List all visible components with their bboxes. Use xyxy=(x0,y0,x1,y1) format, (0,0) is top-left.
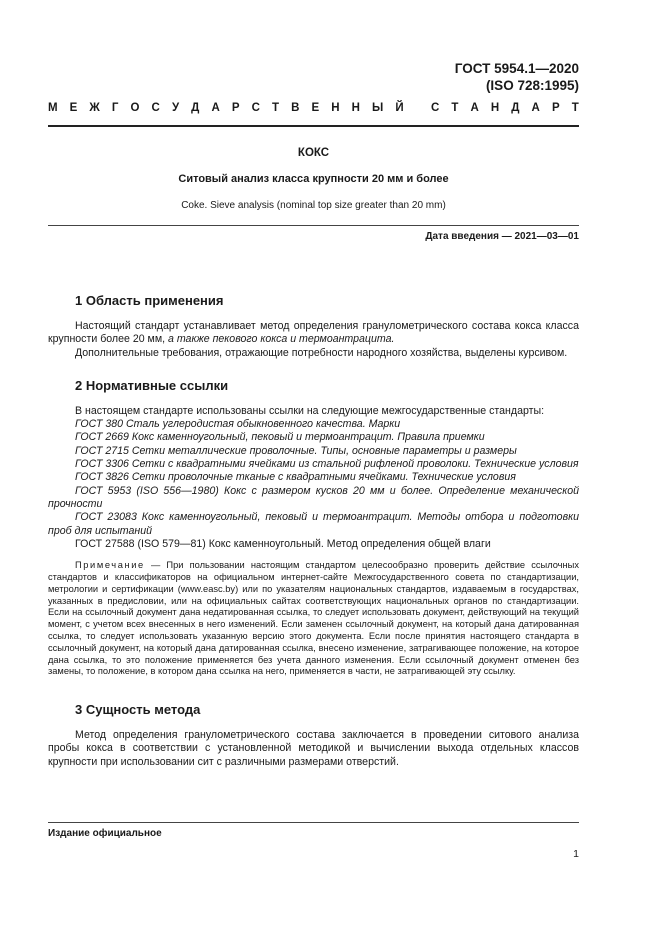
reference-item: ГОСТ 5953 (ISO 556—1980) Кокс с размером кусков 20 мм и более. Определение механической прочности xyxy=(48,484,579,510)
interstate-letter: А xyxy=(531,102,540,114)
reference-item: ГОСТ 3826 Сетки проволочные тканые с квадратными ячейками. Технические условия xyxy=(75,471,516,484)
interstate-letter: Н xyxy=(331,102,340,114)
section-method-essence xyxy=(48,702,579,769)
interstate-letter: М xyxy=(48,102,58,114)
interstate-letter: Р xyxy=(231,102,240,114)
interstate-letter xyxy=(416,102,419,114)
interstate-letter: С xyxy=(251,102,260,114)
document-subtitle: Ситовый анализ класса крупности 20 мм и более xyxy=(178,173,449,185)
document-body xyxy=(48,293,579,769)
interstate-letter: А xyxy=(470,102,479,114)
reference-item: ГОСТ 380 Сталь углеродистая обыкновенного качества. Марки xyxy=(75,418,401,431)
paragraph-italic-text: а также пекового кокса и термоантрацита. xyxy=(168,333,395,346)
interstate-letter: Е xyxy=(311,102,320,114)
gost-code-block xyxy=(455,60,579,94)
reference-item: ГОСТ 3306 Сетки с квадратными ячейками из стальной рифленой проволоки. Технические условия xyxy=(75,458,579,471)
paragraph: В настоящем стандарте использованы ссылки на следующие межгосударственные стандарты: xyxy=(75,404,545,417)
paragraph xyxy=(48,320,579,347)
footer-divider xyxy=(48,822,579,823)
paragraph: Дополнительные требования, отражающие потребности народного хозяйства, выделены курсивом. xyxy=(75,346,568,359)
interstate-letter: С xyxy=(151,102,160,114)
interstate-letter: Й xyxy=(395,102,404,114)
note-text: — При пользовании настоящим стандартом целесообразно проверить действие ссылочных стандартов и классификаторов на официальном интернет-сайте Межгосударственного совета по стандартизации, метрологии и сертификации (www.easc.by) или по указателям национальных стандартов, издаваемым в государствах, указанных в предисловии, или на официальных сайтах соответствующих национальных органов по стандартизации. Если на ссылочный документ дана недатированная ссылка, то следует использовать документ, действующий на текущий момент, с учетом всех внесенных в него изменений. Если заменен ссылочный документ, на который дана датированная ссылка, то следует использовать указанную версию этого документа. Если после принятия настоящего стандарта в ссылочный документ, на который дана датированная ссылка, внесено изменение, затрагивающее положение, на которое дана ссылка, то это положение применяется без учета данного изменения. Если ссылочный документ отменен без замены, то положение, в котором дана ссылка на него, применяется в части, не затрагивающей эту ссылку. xyxy=(48,560,579,677)
interstate-letter: Е xyxy=(69,102,78,114)
document-title: КОКС xyxy=(297,147,330,159)
reference-item: ГОСТ 2669 Кокс каменноугольный, пековый и термоантрацит. Правила приемки xyxy=(75,431,485,444)
gost-number: ГОСТ 5954.1—2020 xyxy=(454,61,579,76)
english-title: Coke. Sieve analysis (nominal top size greater than 20 mm) xyxy=(181,200,446,211)
section-heading: 1 Область применения xyxy=(75,293,224,308)
interstate-letter: Т xyxy=(451,102,459,114)
reference-item: ГОСТ 2715 Сетки металлические проволочные. Типы, основные параметры и размеры xyxy=(75,444,517,457)
section-heading: 3 Сущность метода xyxy=(75,702,201,718)
interstate-letter: Д xyxy=(511,102,520,114)
interstate-letter: О xyxy=(130,102,140,114)
page-number: 1 xyxy=(573,848,579,860)
interstate-letter: В xyxy=(291,102,300,114)
interstate-letter: Ы xyxy=(372,102,384,114)
introduction-date: Дата введения — 2021—03—01 xyxy=(425,231,579,242)
interstate-letter: Т xyxy=(271,102,280,114)
paragraph-text: Настоящий стандарт устанавливает метод определения гранулометрического состава кокса класса крупности более 20 мм, xyxy=(48,320,579,346)
interstate-letter: Н xyxy=(351,102,360,114)
section-normative-references xyxy=(48,378,579,678)
interstate-letter: У xyxy=(171,102,180,114)
title-divider xyxy=(48,225,579,226)
paragraph: Метод определения гранулометрического состава заключается в проведении ситового анализа пробы кокса в соответствии с установленной методикой и вычислении выхода отдельных классов крупности при использовании сит с различными размерами отверстий. xyxy=(48,729,579,768)
interstate-standard-heading xyxy=(48,102,579,114)
interstate-letter: Т xyxy=(571,102,579,114)
section-heading: 2 Нормативные ссылки xyxy=(75,377,229,393)
section-scope xyxy=(48,293,579,360)
interstate-letter: Д xyxy=(191,102,200,114)
interstate-letter: Н xyxy=(490,102,500,114)
interstate-letter: А xyxy=(211,102,220,114)
header-divider xyxy=(48,125,579,127)
note xyxy=(48,560,579,678)
interstate-letter: Г xyxy=(111,102,119,114)
interstate-letter: Р xyxy=(551,102,560,114)
interstate-letter: Ж xyxy=(89,102,100,114)
reference-item: ГОСТ 27588 (ISO 579—81) Кокс каменноугольный. Метод определения общей влаги xyxy=(75,537,491,550)
note-label: Примечание xyxy=(75,560,145,571)
official-edition-label: Издание официальное xyxy=(48,828,162,839)
iso-number: (ISO 728:1995) xyxy=(485,78,579,93)
reference-item: ГОСТ 23083 Кокс каменноугольный, пековый и термоантрацит. Методы отбора и подготовки проб для испытаний xyxy=(48,511,579,537)
interstate-letter: С xyxy=(430,102,440,114)
